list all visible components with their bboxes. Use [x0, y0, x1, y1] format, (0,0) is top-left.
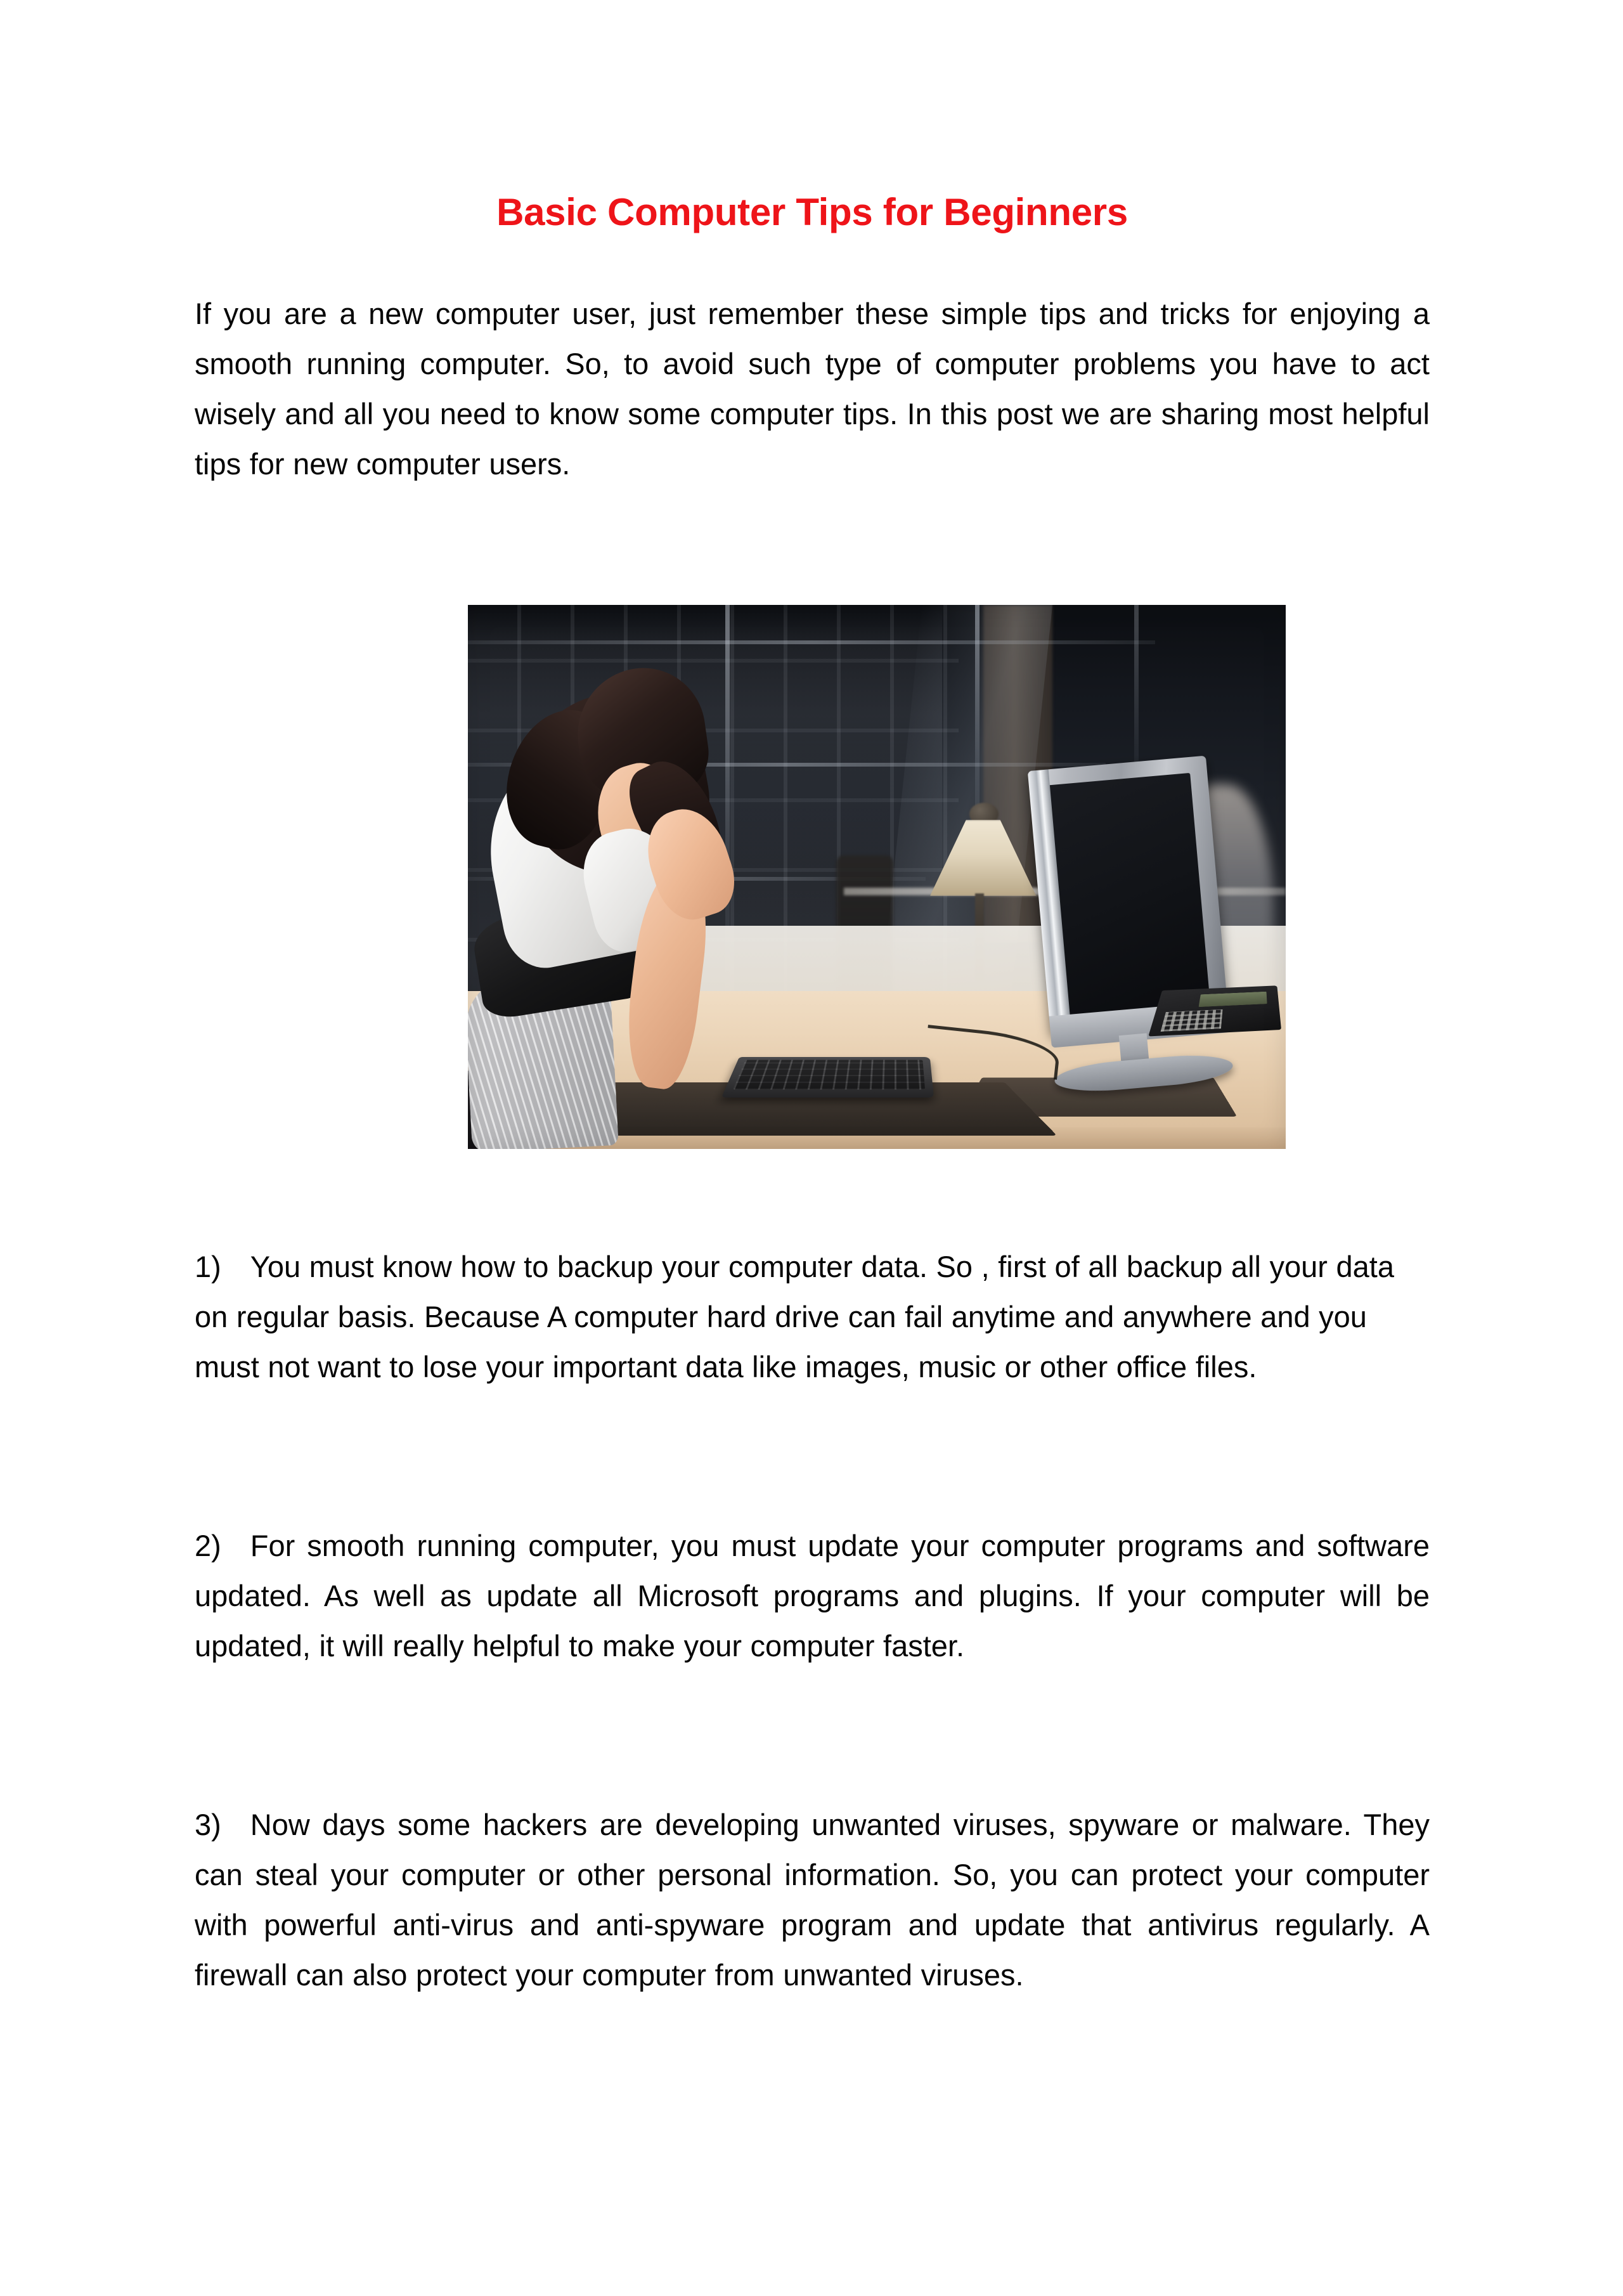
computer-monitor — [1011, 754, 1250, 1087]
phone-keypad — [1160, 1009, 1223, 1032]
tip-3-text: Now days some hackers are developing unwanted viruses, spyware or malware. They can steal your computer or other personal information. So, you can protect your computer with powerful anti-virus and anti-spyware program and update that antivirus regularly. A firewall can also protect your computer from unwanted viruses. — [195, 1808, 1430, 1992]
office-phone — [1148, 985, 1281, 1036]
tip-item-2 — [195, 1521, 1430, 1671]
tip-2-marker: 2) — [195, 1529, 221, 1562]
tip-3-marker: 3) — [195, 1808, 221, 1841]
tip-item-3 — [195, 1800, 1430, 2000]
woman-figure — [468, 649, 926, 1149]
monitor-screen — [1046, 773, 1210, 1015]
tip-2-text: For smooth running computer, you must update your computer programs and software updated. As well as update all Microsoft programs and plugins. If your computer will be updated, it will really helpful to make your computer faster. — [195, 1529, 1430, 1663]
intro-paragraph: If you are a new computer user, just remember these simple tips and tricks for enjoying a smooth running computer. So, to avoid such type of computer problems you have to act wisely and all you need to know some computer tips. In this post we are sharing most helpful tips for new computer users. — [195, 297, 1430, 481]
page-title: Basic Computer Tips for Beginners — [496, 191, 1128, 233]
tip-1-text: You must know how to backup your computer data. So , first of all backup all your data on regular basis. Because A computer hard drive can fail anytime and anywhere and you must not want to lose your important data like images, music or other office files. — [195, 1250, 1394, 1384]
frustrated-woman-at-computer-photo — [468, 605, 1286, 1149]
window-rail — [468, 640, 1155, 644]
phone-display — [1199, 991, 1267, 1007]
tip-item-1 — [195, 1242, 1430, 1392]
photo-scene — [468, 605, 1286, 1149]
tip-1-marker: 1) — [195, 1250, 221, 1283]
